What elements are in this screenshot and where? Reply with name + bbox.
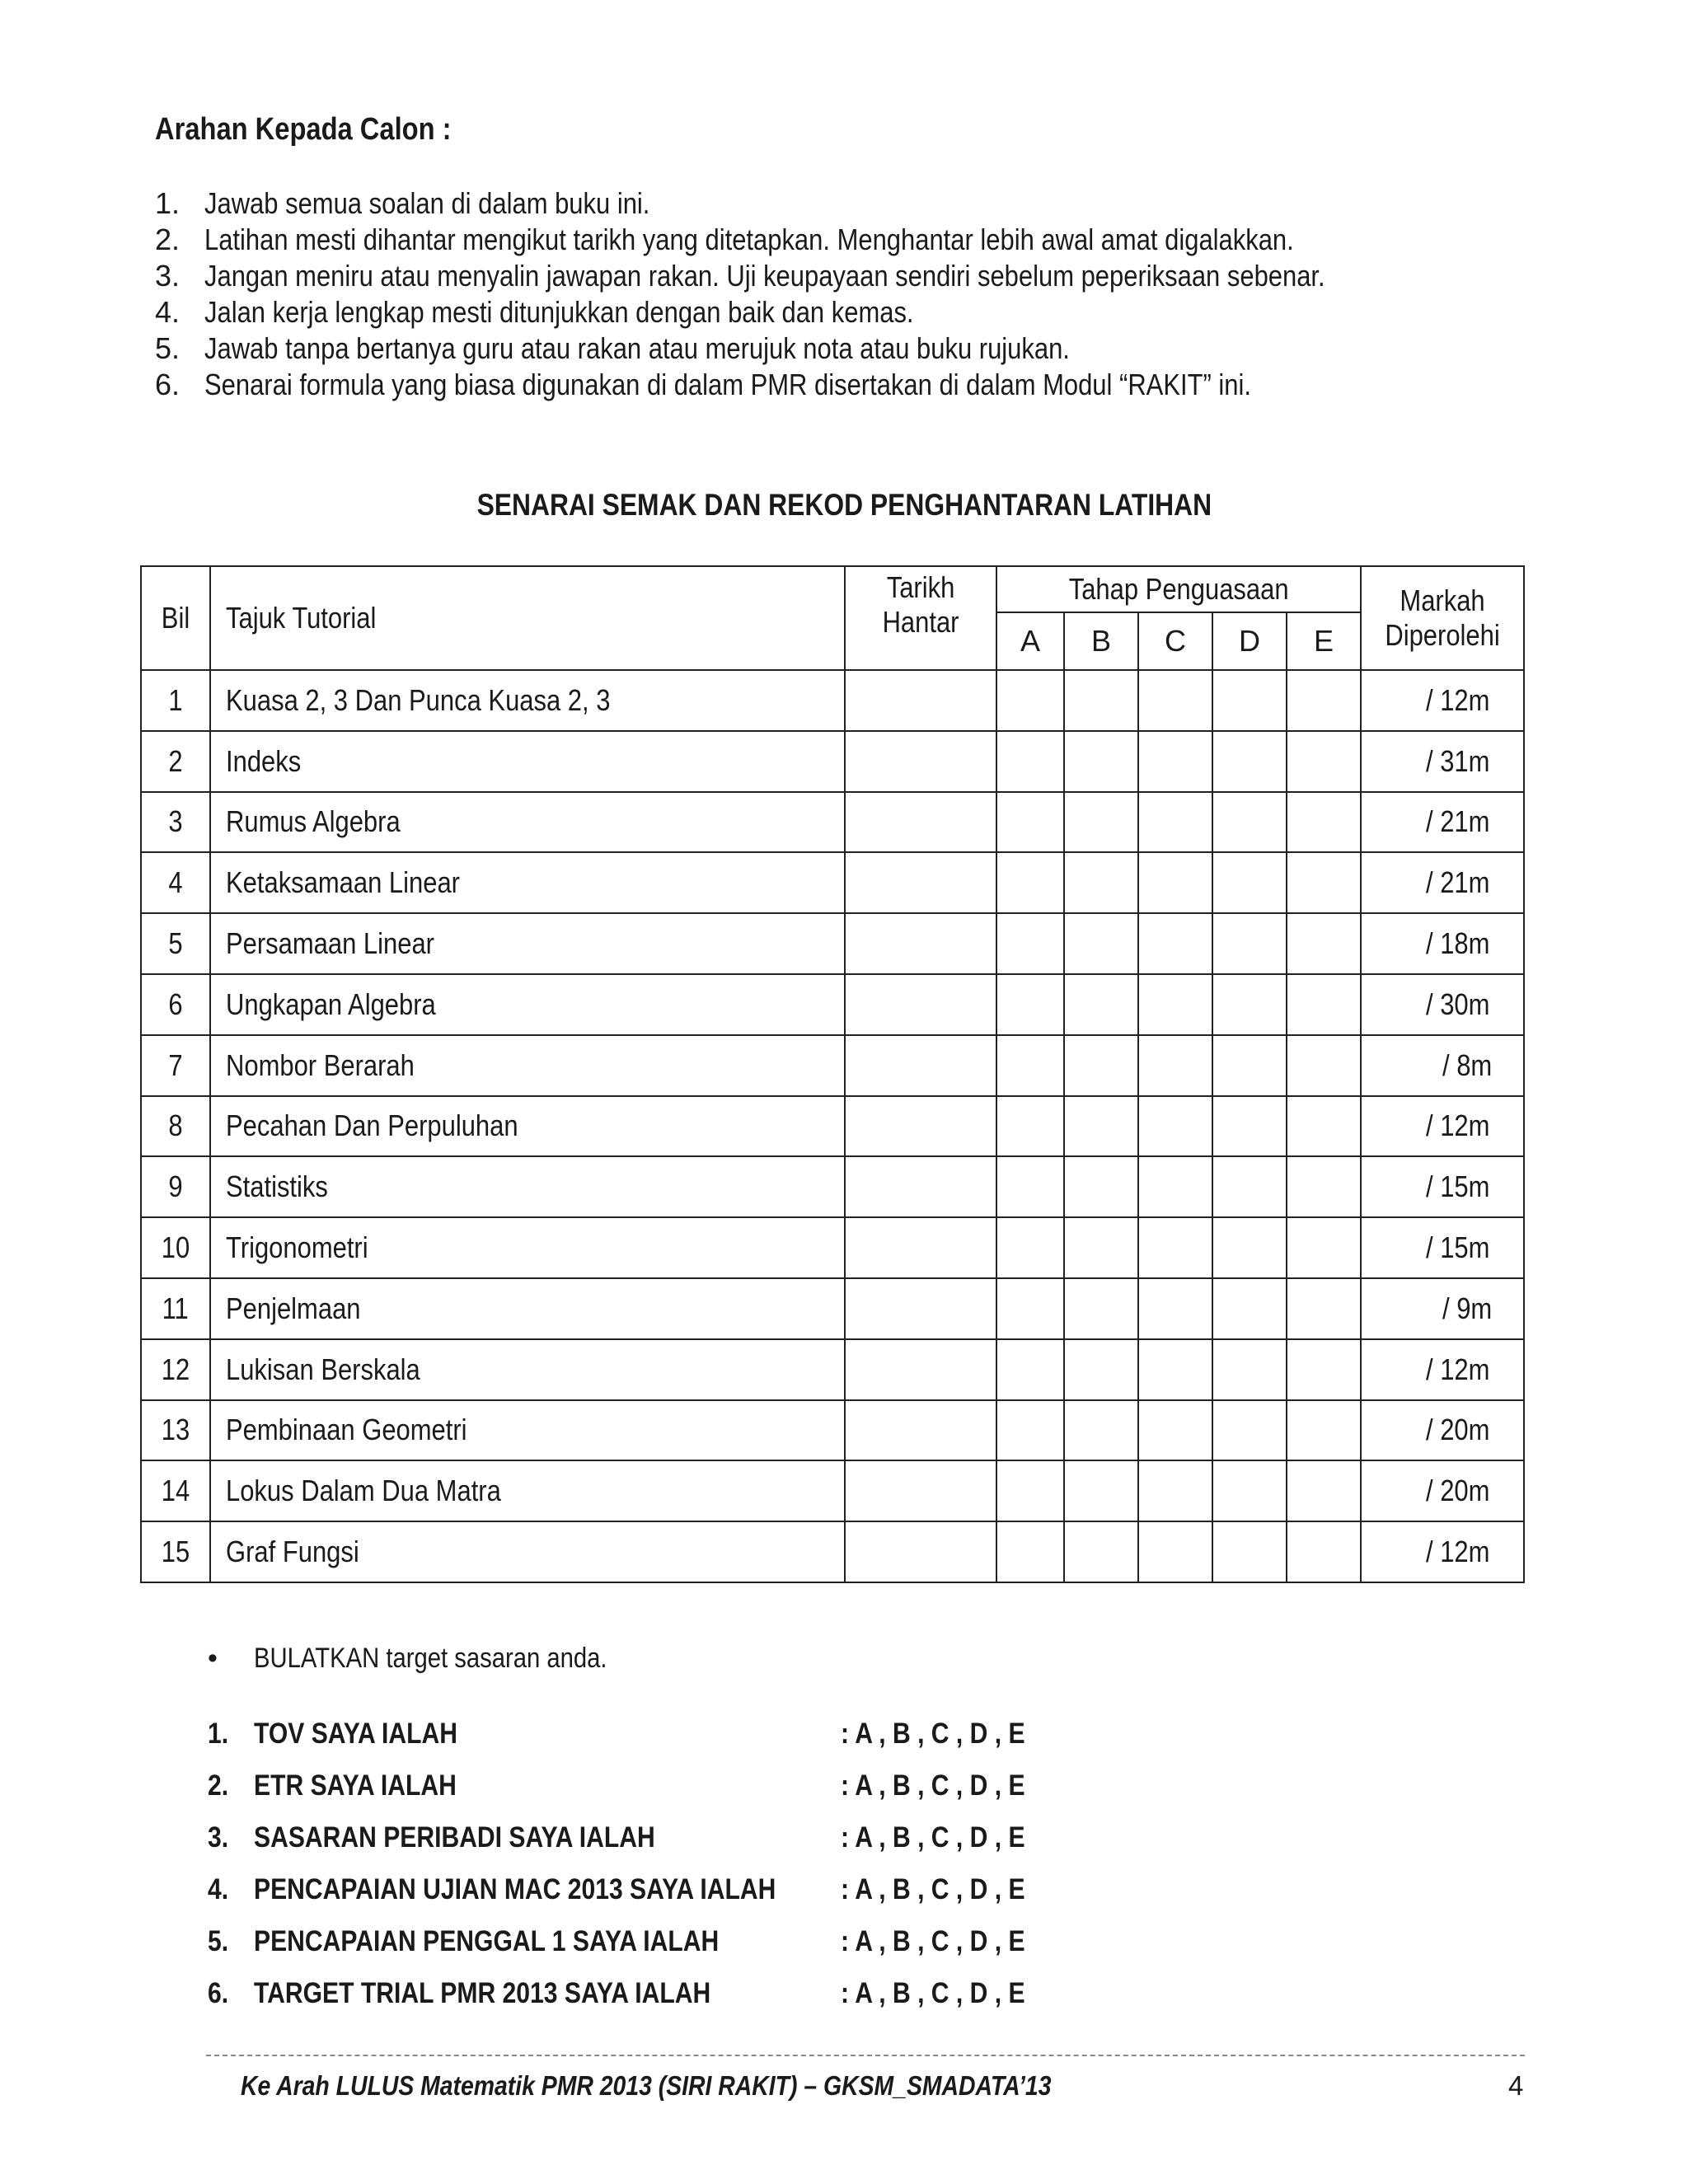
table-body <box>141 670 1524 1582</box>
instruction-number: 5. <box>155 331 181 365</box>
target-label: TARGET TRIAL PMR 2013 SAYA IALAH <box>254 1977 711 2009</box>
row-number: 10 <box>141 1217 210 1278</box>
instruction-number: 3. <box>155 259 181 293</box>
row-grade-e-cell[interactable] <box>1287 913 1361 974</box>
target-number: 3. <box>208 1821 229 1854</box>
row-grade-a-cell[interactable] <box>996 1400 1064 1461</box>
row-grade-d-cell[interactable] <box>1212 1400 1287 1461</box>
row-number: 3 <box>141 792 210 853</box>
table-row <box>141 1096 1524 1157</box>
row-submit-date-cell[interactable] <box>845 1460 996 1521</box>
header-marks: Markah Diperolehi <box>1361 566 1524 670</box>
row-marks: / 8m <box>1361 1035 1524 1096</box>
target-label: PENCAPAIAN UJIAN MAC 2013 SAYA IALAH <box>254 1873 776 1905</box>
table-row <box>141 670 1524 731</box>
footer-text: Ke Arah LULUS Matematik PMR 2013 (SIRI RAKIT) – GKSM_SMADATA’13 <box>241 2070 1052 2101</box>
tutorial-record-table <box>140 565 1525 1583</box>
target-grade-options[interactable]: : A , B , C , D , E <box>841 1821 1025 1854</box>
table-title: SENARAI SEMAK DAN REKOD PENGHANTARAN LATIHAN <box>476 488 1212 522</box>
header-grade-a: A <box>996 612 1064 670</box>
header-bil: Bil <box>141 566 210 670</box>
row-submit-date-cell[interactable] <box>845 913 996 974</box>
row-grade-e-cell[interactable] <box>1287 1217 1361 1278</box>
row-topic: Ungkapan Algebra <box>210 974 845 1035</box>
row-grade-d-cell[interactable] <box>1212 1217 1287 1278</box>
row-grade-c-cell[interactable] <box>1138 1278 1212 1339</box>
target-number: 2. <box>208 1769 229 1802</box>
target-grade-options[interactable]: : A , B , C , D , E <box>841 1873 1025 1905</box>
row-grade-d-cell[interactable] <box>1212 852 1287 913</box>
row-grade-c-cell[interactable] <box>1138 792 1212 853</box>
row-marks: / 20m <box>1361 1400 1524 1461</box>
target-item <box>208 1768 1114 1820</box>
row-marks: / 9m <box>1361 1278 1524 1339</box>
target-number: 1. <box>208 1718 229 1750</box>
row-marks: / 15m <box>1361 1217 1524 1278</box>
row-grade-b-cell[interactable] <box>1064 1096 1138 1157</box>
row-grade-a-cell[interactable] <box>996 1278 1064 1339</box>
row-number: 8 <box>141 1096 210 1157</box>
row-grade-d-cell[interactable] <box>1212 792 1287 853</box>
row-grade-d-cell[interactable] <box>1212 670 1287 731</box>
row-grade-e-cell[interactable] <box>1287 852 1361 913</box>
header-mastery-level: Tahap Penguasaan <box>996 566 1361 612</box>
target-label: SASARAN PERIBADI SAYA IALAH <box>254 1821 655 1854</box>
row-grade-c-cell[interactable] <box>1138 974 1212 1035</box>
header-submit-date: Tarikh Hantar <box>845 566 996 670</box>
row-grade-a-cell[interactable] <box>996 1156 1064 1217</box>
target-number: 6. <box>208 1977 229 2009</box>
row-grade-c-cell[interactable] <box>1138 1096 1212 1157</box>
row-topic: Indeks <box>210 731 845 792</box>
row-grade-a-cell[interactable] <box>996 1096 1064 1157</box>
row-grade-b-cell[interactable] <box>1064 1521 1138 1582</box>
row-marks: / 18m <box>1361 913 1524 974</box>
header-grade-c: C <box>1138 612 1212 670</box>
row-grade-b-cell[interactable] <box>1064 1400 1138 1461</box>
row-grade-b-cell[interactable] <box>1064 1339 1138 1400</box>
target-item <box>208 1820 1114 1872</box>
table-row <box>141 1035 1524 1096</box>
table-row <box>141 731 1524 792</box>
row-submit-date-cell[interactable] <box>845 1339 996 1400</box>
row-grade-c-cell[interactable] <box>1138 1521 1212 1582</box>
row-topic: Ketaksamaan Linear <box>210 852 845 913</box>
row-grade-d-cell[interactable] <box>1212 1460 1287 1521</box>
row-grade-b-cell[interactable] <box>1064 1278 1138 1339</box>
page-number: 4 <box>1508 2070 1524 2101</box>
row-topic: Lokus Dalam Dua Matra <box>210 1460 845 1521</box>
row-topic: Penjelmaan <box>210 1278 845 1339</box>
row-grade-a-cell[interactable] <box>996 1460 1064 1521</box>
instruction-number: 1. <box>155 186 181 220</box>
row-grade-a-cell[interactable] <box>996 1521 1064 1582</box>
row-number: 1 <box>141 670 210 731</box>
row-number: 2 <box>141 731 210 792</box>
bullet-text: BULATKAN target sasaran anda. <box>254 1643 607 1674</box>
row-grade-b-cell[interactable] <box>1064 731 1138 792</box>
row-grade-d-cell[interactable] <box>1212 731 1287 792</box>
target-label: PENCAPAIAN PENGGAL 1 SAYA IALAH <box>254 1925 720 1957</box>
row-submit-date-cell[interactable] <box>845 792 996 853</box>
target-grade-options[interactable]: : A , B , C , D , E <box>841 1718 1025 1750</box>
table-row <box>141 1278 1524 1339</box>
table-row <box>141 913 1524 974</box>
row-grade-c-cell[interactable] <box>1138 913 1212 974</box>
row-grade-b-cell[interactable] <box>1064 670 1138 731</box>
target-grade-options[interactable]: : A , B , C , D , E <box>841 1769 1025 1802</box>
row-topic: Pecahan Dan Perpuluhan <box>210 1096 845 1157</box>
row-number: 4 <box>141 852 210 913</box>
row-grade-c-cell[interactable] <box>1138 670 1212 731</box>
row-marks: / 20m <box>1361 1460 1524 1521</box>
table-row <box>141 1400 1524 1461</box>
row-grade-d-cell[interactable] <box>1212 974 1287 1035</box>
targets-list <box>208 1716 1114 2027</box>
row-topic: Rumus Algebra <box>210 792 845 853</box>
target-number: 5. <box>208 1925 229 1957</box>
row-grade-a-cell[interactable] <box>996 913 1064 974</box>
row-marks: / 21m <box>1361 852 1524 913</box>
table-row <box>141 852 1524 913</box>
row-grade-a-cell[interactable] <box>996 670 1064 731</box>
row-grade-c-cell[interactable] <box>1138 852 1212 913</box>
row-number: 9 <box>141 1156 210 1217</box>
table-row <box>141 792 1524 853</box>
row-number: 13 <box>141 1400 210 1461</box>
row-submit-date-cell[interactable] <box>845 670 996 731</box>
row-submit-date-cell[interactable] <box>845 1400 996 1461</box>
instruction-number: 6. <box>155 368 181 401</box>
row-submit-date-cell[interactable] <box>845 1035 996 1096</box>
row-number: 15 <box>141 1521 210 1582</box>
row-grade-e-cell[interactable] <box>1287 974 1361 1035</box>
row-grade-e-cell[interactable] <box>1287 1096 1361 1157</box>
target-grade-options[interactable]: : A , B , C , D , E <box>841 1977 1025 2009</box>
row-grade-d-cell[interactable] <box>1212 1521 1287 1582</box>
row-number: 14 <box>141 1460 210 1521</box>
row-grade-d-cell[interactable] <box>1212 1035 1287 1096</box>
instruction-text: Jalan kerja lengkap mesti ditunjukkan dengan baik dan kemas. <box>204 295 914 329</box>
row-submit-date-cell[interactable] <box>845 1217 996 1278</box>
target-item <box>208 1716 1114 1768</box>
row-grade-b-cell[interactable] <box>1064 974 1138 1035</box>
row-marks: / 15m <box>1361 1156 1524 1217</box>
instructions-heading: Arahan Kepada Calon : <box>155 112 452 147</box>
target-label: ETR SAYA IALAH <box>254 1769 457 1802</box>
row-grade-a-cell[interactable] <box>996 1217 1064 1278</box>
row-marks: / 31m <box>1361 731 1524 792</box>
row-grade-b-cell[interactable] <box>1064 1460 1138 1521</box>
table-row <box>141 1460 1524 1521</box>
row-grade-e-cell[interactable] <box>1287 670 1361 731</box>
row-grade-b-cell[interactable] <box>1064 852 1138 913</box>
row-grade-a-cell[interactable] <box>996 974 1064 1035</box>
row-number: 6 <box>141 974 210 1035</box>
row-topic: Pembinaan Geometri <box>210 1400 845 1461</box>
row-topic: Trigonometri <box>210 1217 845 1278</box>
instruction-text: Jangan meniru atau menyalin jawapan rakan. Uji keupayaan sendiri sebelum peperiksaan sebenar. <box>204 259 1325 293</box>
row-grade-c-cell[interactable] <box>1138 1217 1212 1278</box>
row-number: 5 <box>141 913 210 974</box>
row-grade-c-cell[interactable] <box>1138 1400 1212 1461</box>
header-topic: Tajuk Tutorial <box>210 566 845 670</box>
row-grade-a-cell[interactable] <box>996 1339 1064 1400</box>
row-grade-a-cell[interactable] <box>996 852 1064 913</box>
row-grade-e-cell[interactable] <box>1287 1521 1361 1582</box>
table-row <box>141 1156 1524 1217</box>
row-grade-b-cell[interactable] <box>1064 1217 1138 1278</box>
row-submit-date-cell[interactable] <box>845 731 996 792</box>
row-grade-a-cell[interactable] <box>996 792 1064 853</box>
header-grade-b: B <box>1064 612 1138 670</box>
instruction-text: Jawab tanpa bertanya guru atau rakan atau merujuk nota atau buku rujukan. <box>204 331 1070 365</box>
row-grade-e-cell[interactable] <box>1287 1400 1361 1461</box>
table-row <box>141 1521 1524 1582</box>
row-submit-date-cell[interactable] <box>845 974 996 1035</box>
row-marks: / 30m <box>1361 974 1524 1035</box>
row-marks: / 12m <box>1361 1096 1524 1157</box>
row-topic: Lukisan Berskala <box>210 1339 845 1400</box>
row-submit-date-cell[interactable] <box>845 1521 996 1582</box>
row-number: 11 <box>141 1278 210 1339</box>
target-item <box>208 1872 1114 1924</box>
target-item <box>208 1924 1114 1975</box>
row-marks: / 12m <box>1361 1521 1524 1582</box>
row-number: 7 <box>141 1035 210 1096</box>
instruction-text: Jawab semua soalan di dalam buku ini. <box>204 186 650 220</box>
instruction-number: 2. <box>155 223 181 256</box>
row-marks: / 21m <box>1361 792 1524 853</box>
row-submit-date-cell[interactable] <box>845 1096 996 1157</box>
row-grade-d-cell[interactable] <box>1212 913 1287 974</box>
row-grade-e-cell[interactable] <box>1287 731 1361 792</box>
row-grade-e-cell[interactable] <box>1287 1156 1361 1217</box>
table-row <box>141 974 1524 1035</box>
row-topic: Statistiks <box>210 1156 845 1217</box>
row-marks: / 12m <box>1361 1339 1524 1400</box>
row-grade-e-cell[interactable] <box>1287 1460 1361 1521</box>
footer-divider <box>206 2055 1525 2056</box>
target-label: TOV SAYA IALAH <box>254 1718 458 1750</box>
row-grade-e-cell[interactable] <box>1287 1035 1361 1096</box>
target-item <box>208 1975 1114 2027</box>
table-row <box>141 1339 1524 1400</box>
row-submit-date-cell[interactable] <box>845 852 996 913</box>
row-grade-b-cell[interactable] <box>1064 792 1138 853</box>
row-grade-b-cell[interactable] <box>1064 1035 1138 1096</box>
row-grade-c-cell[interactable] <box>1138 731 1212 792</box>
instruction-text: Latihan mesti dihantar mengikut tarikh yang ditetapkan. Menghantar lebih awal amat digalakkan. <box>204 223 1294 256</box>
row-grade-a-cell[interactable] <box>996 731 1064 792</box>
row-grade-c-cell[interactable] <box>1138 1339 1212 1400</box>
row-grade-a-cell[interactable] <box>996 1035 1064 1096</box>
row-grade-d-cell[interactable] <box>1212 1096 1287 1157</box>
row-grade-e-cell[interactable] <box>1287 1278 1361 1339</box>
row-grade-c-cell[interactable] <box>1138 1156 1212 1217</box>
bullet-dot: • <box>208 1643 218 1674</box>
header-grade-e: E <box>1287 612 1361 670</box>
row-submit-date-cell[interactable] <box>845 1156 996 1217</box>
row-grade-d-cell[interactable] <box>1212 1156 1287 1217</box>
instruction-text: Senarai formula yang biasa digunakan di dalam PMR disertakan di dalam Modul “RAKIT” ini. <box>204 368 1251 401</box>
row-topic: Nombor Berarah <box>210 1035 845 1096</box>
row-submit-date-cell[interactable] <box>845 1278 996 1339</box>
row-grade-d-cell[interactable] <box>1212 1339 1287 1400</box>
instruction-number: 4. <box>155 295 181 329</box>
header-grade-d: D <box>1212 612 1287 670</box>
row-topic: Graf Fungsi <box>210 1521 845 1582</box>
row-grade-e-cell[interactable] <box>1287 1339 1361 1400</box>
row-grade-c-cell[interactable] <box>1138 1035 1212 1096</box>
row-grade-b-cell[interactable] <box>1064 913 1138 974</box>
row-grade-e-cell[interactable] <box>1287 792 1361 853</box>
row-topic: Persamaan Linear <box>210 913 845 974</box>
table-row <box>141 1217 1524 1278</box>
row-grade-c-cell[interactable] <box>1138 1460 1212 1521</box>
row-grade-d-cell[interactable] <box>1212 1278 1287 1339</box>
row-number: 12 <box>141 1339 210 1400</box>
target-grade-options[interactable]: : A , B , C , D , E <box>841 1925 1025 1957</box>
row-marks: / 12m <box>1361 670 1524 731</box>
row-topic: Kuasa 2, 3 Dan Punca Kuasa 2, 3 <box>210 670 845 731</box>
row-grade-b-cell[interactable] <box>1064 1156 1138 1217</box>
target-number: 4. <box>208 1873 229 1905</box>
